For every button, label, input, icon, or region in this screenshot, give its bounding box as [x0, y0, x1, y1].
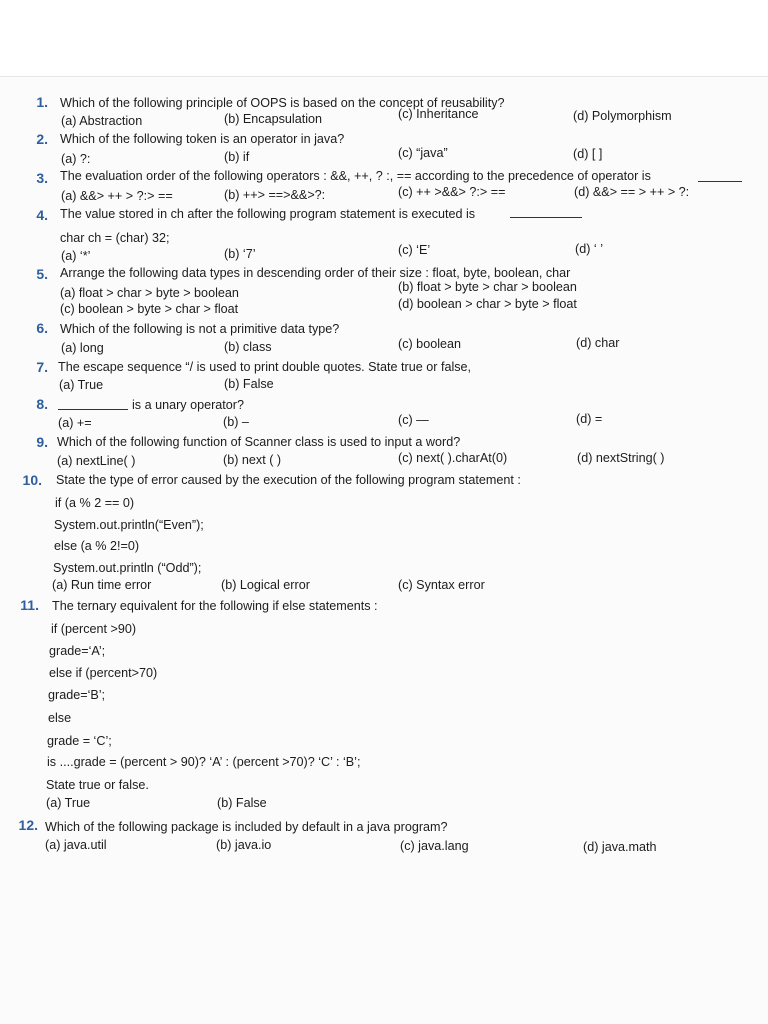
q2-option-d: (d) [ ] [573, 147, 603, 161]
question-9-text: Which of the following function of Scanner class is used to input a word? [57, 435, 461, 449]
q7-option-a: (a) True [59, 378, 104, 392]
q8-option-b: (b) – [223, 415, 249, 429]
q8-option-a: (a) += [58, 416, 92, 430]
q11-option-b: (b) False [217, 796, 267, 810]
q8-answer-blank [58, 398, 128, 410]
q11-code-line-1: if (percent >90) [51, 622, 137, 636]
q11-code-line-8: State true or false. [46, 778, 149, 792]
question-5-text: Arrange the following data types in descending order of their size : float, byte, boolean, char [60, 266, 571, 280]
q4-option-d: (d) ‘ ’ [575, 242, 603, 256]
q5-option-c: (c) boolean > byte > char > float [60, 302, 239, 316]
q6-option-d: (d) char [576, 336, 620, 350]
q3-option-b: (b) ++> ==>&&>?: [224, 188, 326, 202]
question-10-number: 10. [22, 472, 42, 488]
q9-option-d: (d) nextString( ) [577, 451, 665, 465]
q10-option-c: (c) Syntax error [398, 578, 485, 592]
q8-option-c: (c) — [398, 413, 429, 427]
q11-option-a: (a) True [46, 796, 91, 810]
question-4-text: The value stored in ch after the following program statement is executed is [60, 207, 476, 221]
q4-option-b: (b) ‘7’ [224, 247, 256, 261]
q2-option-c: (c) “java” [398, 146, 448, 160]
q11-code-line-7: is ....grade = (percent > 90)? ‘A’ : (percent >70)? ‘C’ : ‘B’; [47, 755, 361, 769]
q4-code-line-1: char ch = (char) 32; [60, 231, 170, 245]
q10-code-line-4: System.out.println (“Odd”); [53, 561, 202, 575]
question-6-number: 6. [36, 320, 48, 336]
question-4-number: 4. [36, 207, 48, 223]
q2-option-b: (b) if [224, 150, 250, 164]
question-7-number: 7. [36, 359, 48, 375]
q10-option-b: (b) Logical error [221, 578, 310, 592]
question-12-text: Which of the following package is included by default in a java program? [45, 820, 448, 834]
q4-option-c: (c) ‘E’ [398, 243, 431, 257]
question-11-number: 11. [20, 597, 39, 613]
q10-code-line-2: System.out.println(“Even”); [54, 518, 204, 532]
q5-option-a: (a) float > char > byte > boolean [60, 286, 239, 300]
q1-option-c: (c) Inheritance [398, 107, 479, 121]
q5-option-d: (d) boolean > char > byte > float [398, 297, 577, 311]
question-1-text: Which of the following principle of OOPS is based on the concept of reusability? [60, 96, 505, 110]
page-top-margin [0, 0, 768, 77]
q12-option-b: (b) java.io [216, 838, 272, 852]
question-7-text: The escape sequence “/ is used to print double quotes. State true or false, [58, 360, 472, 374]
q11-code-line-3: else if (percent>70) [49, 666, 158, 680]
q12-option-c: (c) java.lang [400, 839, 469, 853]
q4-option-a: (a) ‘*’ [61, 249, 91, 263]
q9-option-b: (b) next ( ) [223, 453, 282, 467]
q3-option-a: (a) &&> ++ > ?:> == [61, 189, 173, 203]
q11-code-line-6: grade = ‘C’; [47, 734, 112, 748]
q12-option-a: (a) java.util [45, 838, 107, 852]
q1-option-d: (d) Polymorphism [573, 109, 672, 123]
question-2-number: 2. [36, 131, 48, 147]
q11-code-line-5: else [48, 711, 72, 725]
q11-code-line-2: grade=‘A’; [49, 644, 106, 658]
question-10-text: State the type of error caused by the execution of the following program statement : [56, 473, 521, 487]
q6-option-b: (b) class [224, 340, 272, 354]
q9-option-a: (a) nextLine( ) [57, 454, 136, 468]
question-8-number: 8. [36, 396, 48, 412]
q1-option-b: (b) Encapsulation [224, 112, 323, 126]
question-3-number: 3. [36, 170, 48, 186]
q12-option-d: (d) java.math [583, 840, 657, 854]
question-8-text: is a unary operator? [132, 398, 245, 412]
q8-option-d: (d) = [576, 412, 603, 426]
question-11-text: The ternary equivalent for the following if else statements : [52, 599, 378, 613]
q9-option-c: (c) next( ).charAt(0) [398, 451, 508, 465]
q7-option-b: (b) False [224, 377, 274, 391]
question-2-text: Which of the following token is an operator in java? [60, 132, 345, 146]
question-1-number: 1. [36, 94, 48, 110]
question-5-number: 5. [36, 266, 48, 282]
q2-option-a: (a) ?: [61, 152, 91, 166]
question-3-text: The evaluation order of the following operators : &&, ++, ? :, == according to the precedence of operator is [60, 169, 651, 183]
q3-option-c: (c) ++ >&&> ?:> == [398, 185, 506, 199]
question-12-number: 12. [18, 817, 38, 833]
q6-option-a: (a) long [61, 341, 104, 355]
q5-option-b: (b) float > byte > char > boolean [398, 280, 577, 294]
q1-option-a: (a) Abstraction [61, 114, 143, 128]
q10-code-line-1: if (a % 2 == 0) [55, 496, 135, 510]
q10-code-line-3: else (a % 2!=0) [54, 539, 140, 553]
q6-option-c: (c) boolean [398, 337, 462, 351]
question-6-text: Which of the following is not a primitive data type? [60, 322, 340, 336]
q3-answer-blank [698, 170, 742, 182]
q3-option-d: (d) &&> == > ++ > ?: [574, 185, 690, 199]
q4-answer-blank [510, 206, 582, 218]
q10-option-a: (a) Run time error [52, 578, 152, 592]
question-9-number: 9. [36, 434, 48, 450]
q11-code-line-4: grade=‘B’; [48, 688, 106, 702]
